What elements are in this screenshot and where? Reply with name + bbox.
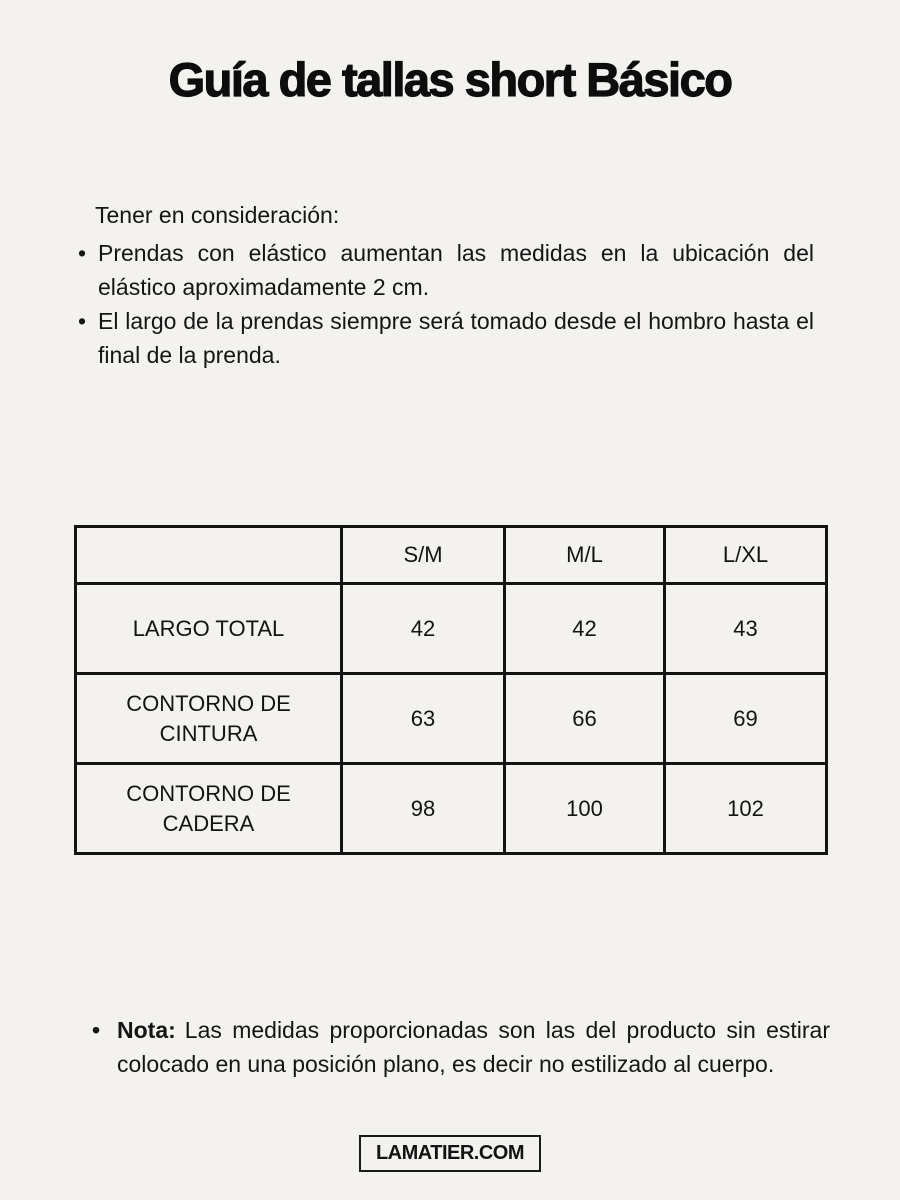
note-text: Las medidas proporcionadas son las del producto sin estirar colocado en una posición plano, es decir no estilizado al cuerpo. — [117, 1017, 830, 1077]
row-label-largo-total: LARGO TOTAL — [76, 584, 342, 674]
considerations-heading: Tener en consideración: — [95, 202, 340, 228]
note-label: Nota: — [117, 1017, 176, 1043]
table-header-row — [76, 527, 827, 584]
footer — [0, 1135, 900, 1172]
table-header-size-sm: S/M — [342, 527, 505, 584]
page-title: Guía de tallas short Básico — [168, 53, 732, 106]
considerations-list — [78, 236, 814, 372]
table-header-empty-cell — [76, 527, 342, 584]
size-table-header — [76, 527, 827, 584]
table-row — [76, 764, 827, 854]
consideration-item: • Prendas con elástico aumentan las medidas en la ubicación del elástico aproximadamente 2 cm. — [78, 236, 814, 304]
table-header-size-ml: M/L — [505, 527, 665, 584]
row-label-contorno-cintura: CONTORNO DE CINTURA — [76, 674, 342, 764]
table-cell: 63 — [342, 674, 505, 764]
table-cell: 66 — [505, 674, 665, 764]
table-row — [76, 674, 827, 764]
table-cell: 98 — [342, 764, 505, 854]
table-cell: 43 — [665, 584, 827, 674]
table-cell: 42 — [342, 584, 505, 674]
table-cell: 100 — [505, 764, 665, 854]
table-header-size-lxl: L/XL — [665, 527, 827, 584]
size-table-body — [76, 584, 827, 854]
row-label-contorno-cadera: CONTORNO DE CADERA — [76, 764, 342, 854]
table-cell: 42 — [505, 584, 665, 674]
table-cell: 69 — [665, 674, 827, 764]
size-table — [74, 525, 828, 855]
considerations-section — [78, 198, 814, 372]
note-section — [92, 1013, 830, 1081]
table-cell: 102 — [665, 764, 827, 854]
table-row — [76, 584, 827, 674]
consideration-item: • El largo de la prendas siempre será tomado desde el hombro hasta el final de la prenda. — [78, 304, 814, 372]
brand-badge: LAMATIER.COM — [359, 1135, 541, 1172]
